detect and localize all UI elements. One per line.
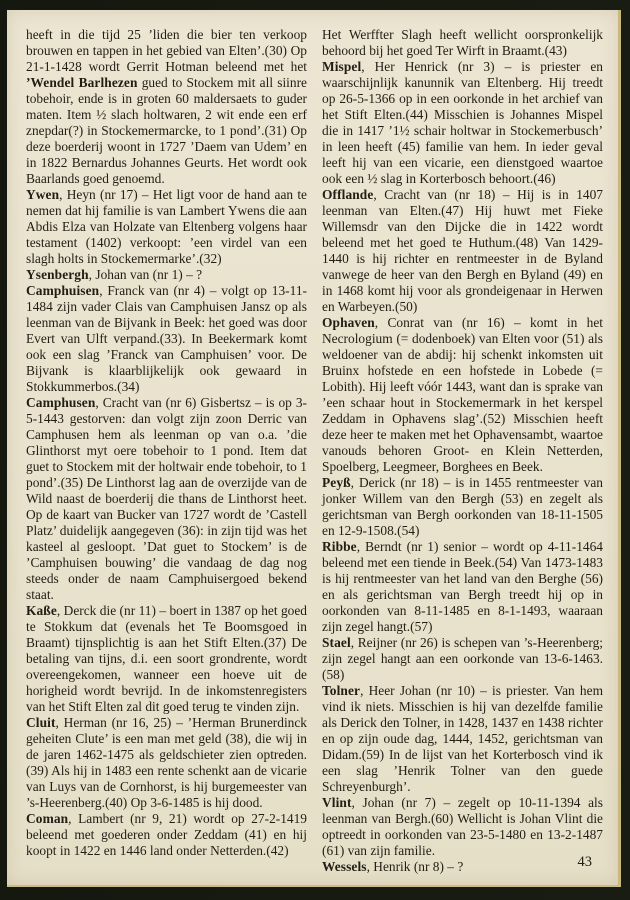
page-content [26,27,603,874]
paragraph [322,475,603,539]
entry-name: Camphuisen [26,283,100,298]
entry-name: Tolner [322,683,361,698]
entry-name: Coman [26,811,69,826]
paragraph [26,395,307,603]
entry-name: Wessels [322,859,367,874]
entry-name: Kaße [26,603,57,618]
entry-text: , Berndt (nr 1) senior – wordt op 4-11-1464 beleend met een tiende in Beek.(54) Van 1473-1483 is hij rentmeester van het land van den Berghe (56) en als gerichtsman van Bergh treedt hij op in oorkonden van 8-11-1485 en 8-1-1493, waaraan zijn zegel hangt.(57) [322,539,603,634]
paragraph [26,267,307,283]
text-column-right [322,27,603,874]
entry-text: , Conrat van (nr 16) – komt in het Necrologium (= dodenboek) van Elten voor (51) als weldoener van de abdij: hij schenkt inkomsten uit Bruinx hofstede en een hofstede in Lobede (= Lobith). Hij leeft vóór 1443, want dan is sprake van ’een schaar hout in Stockemermark in het kerspel Zeddam in Ophavens slag’.(52) Misschien heeft deze heer te maken met het Ophavensambt, waartoe vanouds behoren Groot- en Klein Netterden, Spoelberg, Leegmeer, Borghees en Beek. [322,315,603,474]
entry-text: , Herman (nr 16, 25) – ’Herman Brunerdinck geheiten Clute’ is een man met geld (38), die wij in de jaren 1462-1475 als geldschieter zien optreden.(39) Als hij in 1483 een rente schenkt aan de vicarie van Luys van de Cornhorst, is hij burgemeester van ’s-Heerenberg.(40) Op 3-6-1485 is hij dood. [26,715,307,810]
entry-name: Vlint [322,795,352,810]
paragraph [26,715,307,811]
paragraph [322,859,603,875]
paragraph [322,27,603,59]
entry-name: Camphusen [26,395,96,410]
entry-name: Cluit [26,715,56,730]
paragraph [322,683,603,795]
paragraph [26,283,307,395]
entry-name: Peyß [322,475,351,490]
entry-text: , Heyn (nr 17) – Het ligt voor de hand aan te nemen dat hij familie is van Lambert Ywens die aan Abdis Elza van Holzate van Eltenberg volgens haar testament (1402) verkoopt: ’een virdel van een slagh holts in Stockemermarke’.(32) [26,187,307,266]
entry-text: , Franck van (nr 4) – volgt op 13-11-1484 zijn vader Clais van Camphuisen Jansz op als leenman van de Bijvank in Beek: het goed was door Evert van Ulft verpand.(33). In Beekermark komt ook een slag ’Franck van Camphuisen’ voor. De Bijvank is klaarblijkelijk ook gewaard in Stokkummerbos.(34) [26,283,307,394]
entry-name: Ywen [26,187,60,202]
entry-name: Stael [322,635,351,650]
paragraph [322,315,603,475]
entry-name: Ophaven [322,315,375,330]
paragraph [26,603,307,715]
entry-text: Het Werffter Slagh heeft wellicht oorspronkelijk behoord bij het goed Ter Wirft in Braamt.(43) [322,27,603,58]
paragraph [26,187,307,267]
entry-text: , Derck die (nr 11) – boert in 1387 op het goed te Stokkum dat (evenals het Te Boomsgoed in Braamt) tijnsplichtig is aan het Stift Elten.(37) De betaling van tijns, d.i. een soort grondrente, wordt overeengekomen, wanneer een hoeve uit de horigheid wordt bevrijd. In de inkomstenregisters van het Stift Elten zal dit goed terug te vinden zijn. [26,603,307,714]
entry-text: , Johan (nr 7) – zegelt op 10-11-1394 als leenman van Bergh.(60) Wellicht is Johan Vlint die optreedt in oorkonden van 23-5-1480 en 13-2-1487 (61) van zijn familie. [322,795,603,858]
entry-text: , Reijner (nr 26) is schepen van ’s-Heerenberg; zijn zegel hangt aan een oorkonde van 13-6-1463.(58) [322,635,603,682]
paragraph [322,539,603,635]
entry-name: Ysenbergh [26,267,89,282]
paragraph [26,811,307,859]
text-column-left [26,27,307,861]
paragraph [322,635,603,683]
entry-name: Mispel [322,59,362,74]
entry-text: heeft in die tijd 25 ’liden die bier ten verkoop brouwen en tappen in het gebied van Elten’.(30) Op 21-1-1428 wordt Gerrit Hotman beleend met het [26,27,307,74]
entry-text: , Her Henrick (nr 3) – is priester en waarschijnlijk kanunnik van Eltenberg. Hij treedt op 26-5-1366 op in een oorkonde in het archief van het Stift Elten.(44) Misschien is Johannes Mispel die in 1417 ’1½ schair holtwar in Stockemerbusch’ in leen heeft (45) familie van hem. In ieder geval leeft hij van een vicarie, een dienstgoed waartoe ook een ½ slag in Korterbosch behoort.(46) [322,59,603,186]
paragraph [322,59,603,187]
entry-text: , Johan van (nr 1) – ? [88,267,203,282]
entry-text: gued to Stockem mit all siinre tobehoir, ende is in groten 60 maldersaets to guder maten. Item ½ slach holtwaren, 2 wit ende een erf znepdar(?) in Stockemermarcke, to 1 pond’.(31) Op deze boerderij woont in 1727 ’Daem van Udem’ en in 1822 Bernardus Johannes Geurts. Het wordt ook Baarlands goed genoemd. [26,75,307,186]
entry-text: , Cracht van (nr 6) Gisbertsz – is op 3-5-1443 gestorven: dan volgt zijn zoon Derric van Camphusen hem als leenman op van o.a. ’die Glinthorst myt oere tobehoir to 1 pond. Item dat guet to Stockem mit der holtwair ende tobehoir, to 1 pond’.(35) De Linthorst lag aan de overzijde van de Wild naast de boerderij die thans de Linthorst heet. Op de kaart van Bucker van 1727 wordt de ’Castell Platz’ duidelijk aangegeven (36): in zijn tijd was het kasteel al gesloopt. ’Dat guet to Stockem’ is de ’Camphuisen bouwing’ die vandaag de dag nog steeds onder de naam Camphuisergoed bekend staat. [26,395,307,602]
entry-name: Offlande [322,187,374,202]
entry-text: , Lambert (nr 9, 21) wordt op 27-2-1419 beleend met goederen onder Zeddam (41) en hij koopt in 1422 en 1446 land onder Netterden.(42) [26,811,307,858]
paper-sheet [7,10,621,887]
page-number: 43 [577,854,592,870]
paragraph [26,27,307,187]
paragraph [322,795,603,859]
entry-text: , Henrik (nr 8) – ? [366,859,464,874]
paragraph [322,187,603,315]
entry-text: , Cracht van (nr 18) – Hij is in 1407 leenman van Elten.(47) Hij huwt met Fieke Willemsdr van den Dijcke die in 1422 wordt beleend met het goed te Huthum.(48) Van 1429-1440 is hij richter en rentmeester in de Byland vanwege de heer van den Bergh en Byland (49) en in 1468 komt hij voor als grondeigenaar in Herwen en Warbeyen.(50) [322,187,603,314]
entry-name: Ribbe [322,539,357,554]
entry-text: , Derick (nr 18) – is in 1455 rentmeester van jonker Willem van den Bergh (53) en zegelt als gerichtsman van Bergh oorkonden van 18-11-1505 en 12-9-1508.(54) [322,475,603,538]
entry-text: , Heer Johan (nr 10) – is priester. Van hem vind ik niets. Misschien is hij van dezelfde familie als Derick den Tolner, in 1428, 1437 en 1438 richter en op zijn oude dag, 1444, 1452, gerichtsman van Didam.(59) In de lijst van het Korterbosch vind ik een slag ’Henrik Tolner van den guede Schreyenburgh’. [322,683,603,794]
entry-name: ’Wendel Barlhezen [26,75,138,90]
